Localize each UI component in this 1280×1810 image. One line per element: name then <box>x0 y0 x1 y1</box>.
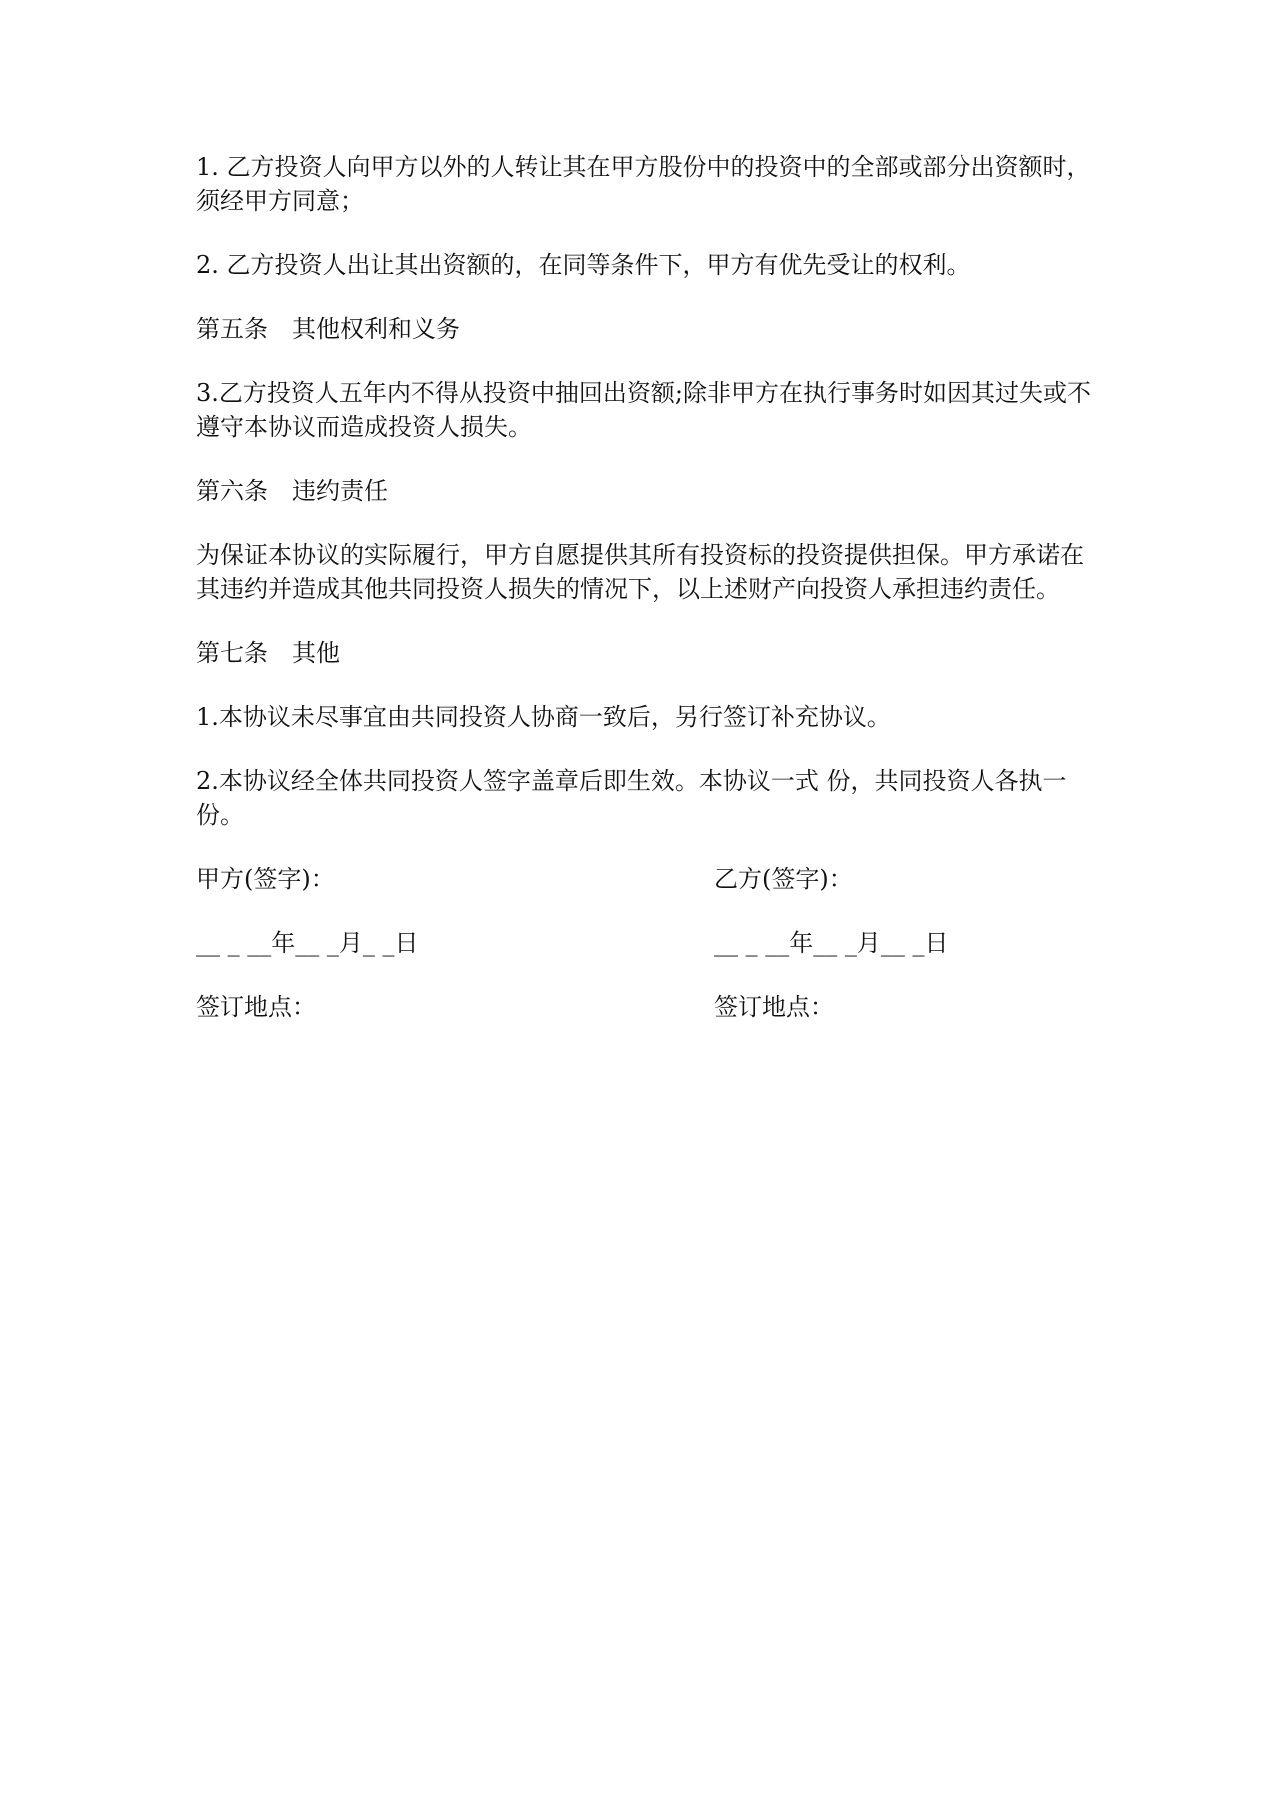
date-row <box>196 926 1096 960</box>
signature-row <box>196 862 1096 896</box>
party-b-date: __ _ __年__ _月__ _日 <box>714 929 949 957</box>
clause-no-withdrawal: 3.乙方投资人五年内不得从投资中抽回出资额;除非甲方在执行事务时如因其过失或不遵守本协议而造成投资人损失。 <box>196 379 1091 441</box>
place-row <box>196 990 1096 1024</box>
party-b-place: 签订地点： <box>714 993 834 1021</box>
article-7-heading: 第七条 其他 <box>196 639 340 667</box>
document-page <box>196 150 1096 1024</box>
clause-transfer-consent: 1. 乙方投资人向甲方以外的人转让其在甲方股份中的投资中的全部或部分出资额时，须经甲方同意； <box>196 153 1091 215</box>
party-a-date: __ _ __年__ _月_ _日 <box>196 929 419 957</box>
party-b-signature-label: 乙方(签字)： <box>714 865 853 893</box>
clause-effectiveness: 2.本协议经全体共同投资人签字盖章后即生效。本协议一式 份，共同投资人各执一份。 <box>196 767 1067 829</box>
article-6-heading: 第六条 违约责任 <box>196 477 388 505</box>
party-a-place: 签订地点： <box>196 993 316 1021</box>
clause-preemptive-right: 2. 乙方投资人出让其出资额的，在同等条件下，甲方有优先受让的权利。 <box>196 251 971 279</box>
article-5-heading: 第五条 其他权利和义务 <box>196 315 460 343</box>
clause-supplementary: 1.本协议未尽事宜由共同投资人协商一致后，另行签订补充协议。 <box>196 703 891 731</box>
party-a-signature-label: 甲方(签字)： <box>196 865 335 893</box>
clause-guarantee: 为保证本协议的实际履行，甲方自愿提供其所有投资标的投资提供担保。甲方承诺在其违约并造成其他共同投资人损失的情况下，以上述财产向投资人承担违约责任。 <box>196 541 1084 603</box>
